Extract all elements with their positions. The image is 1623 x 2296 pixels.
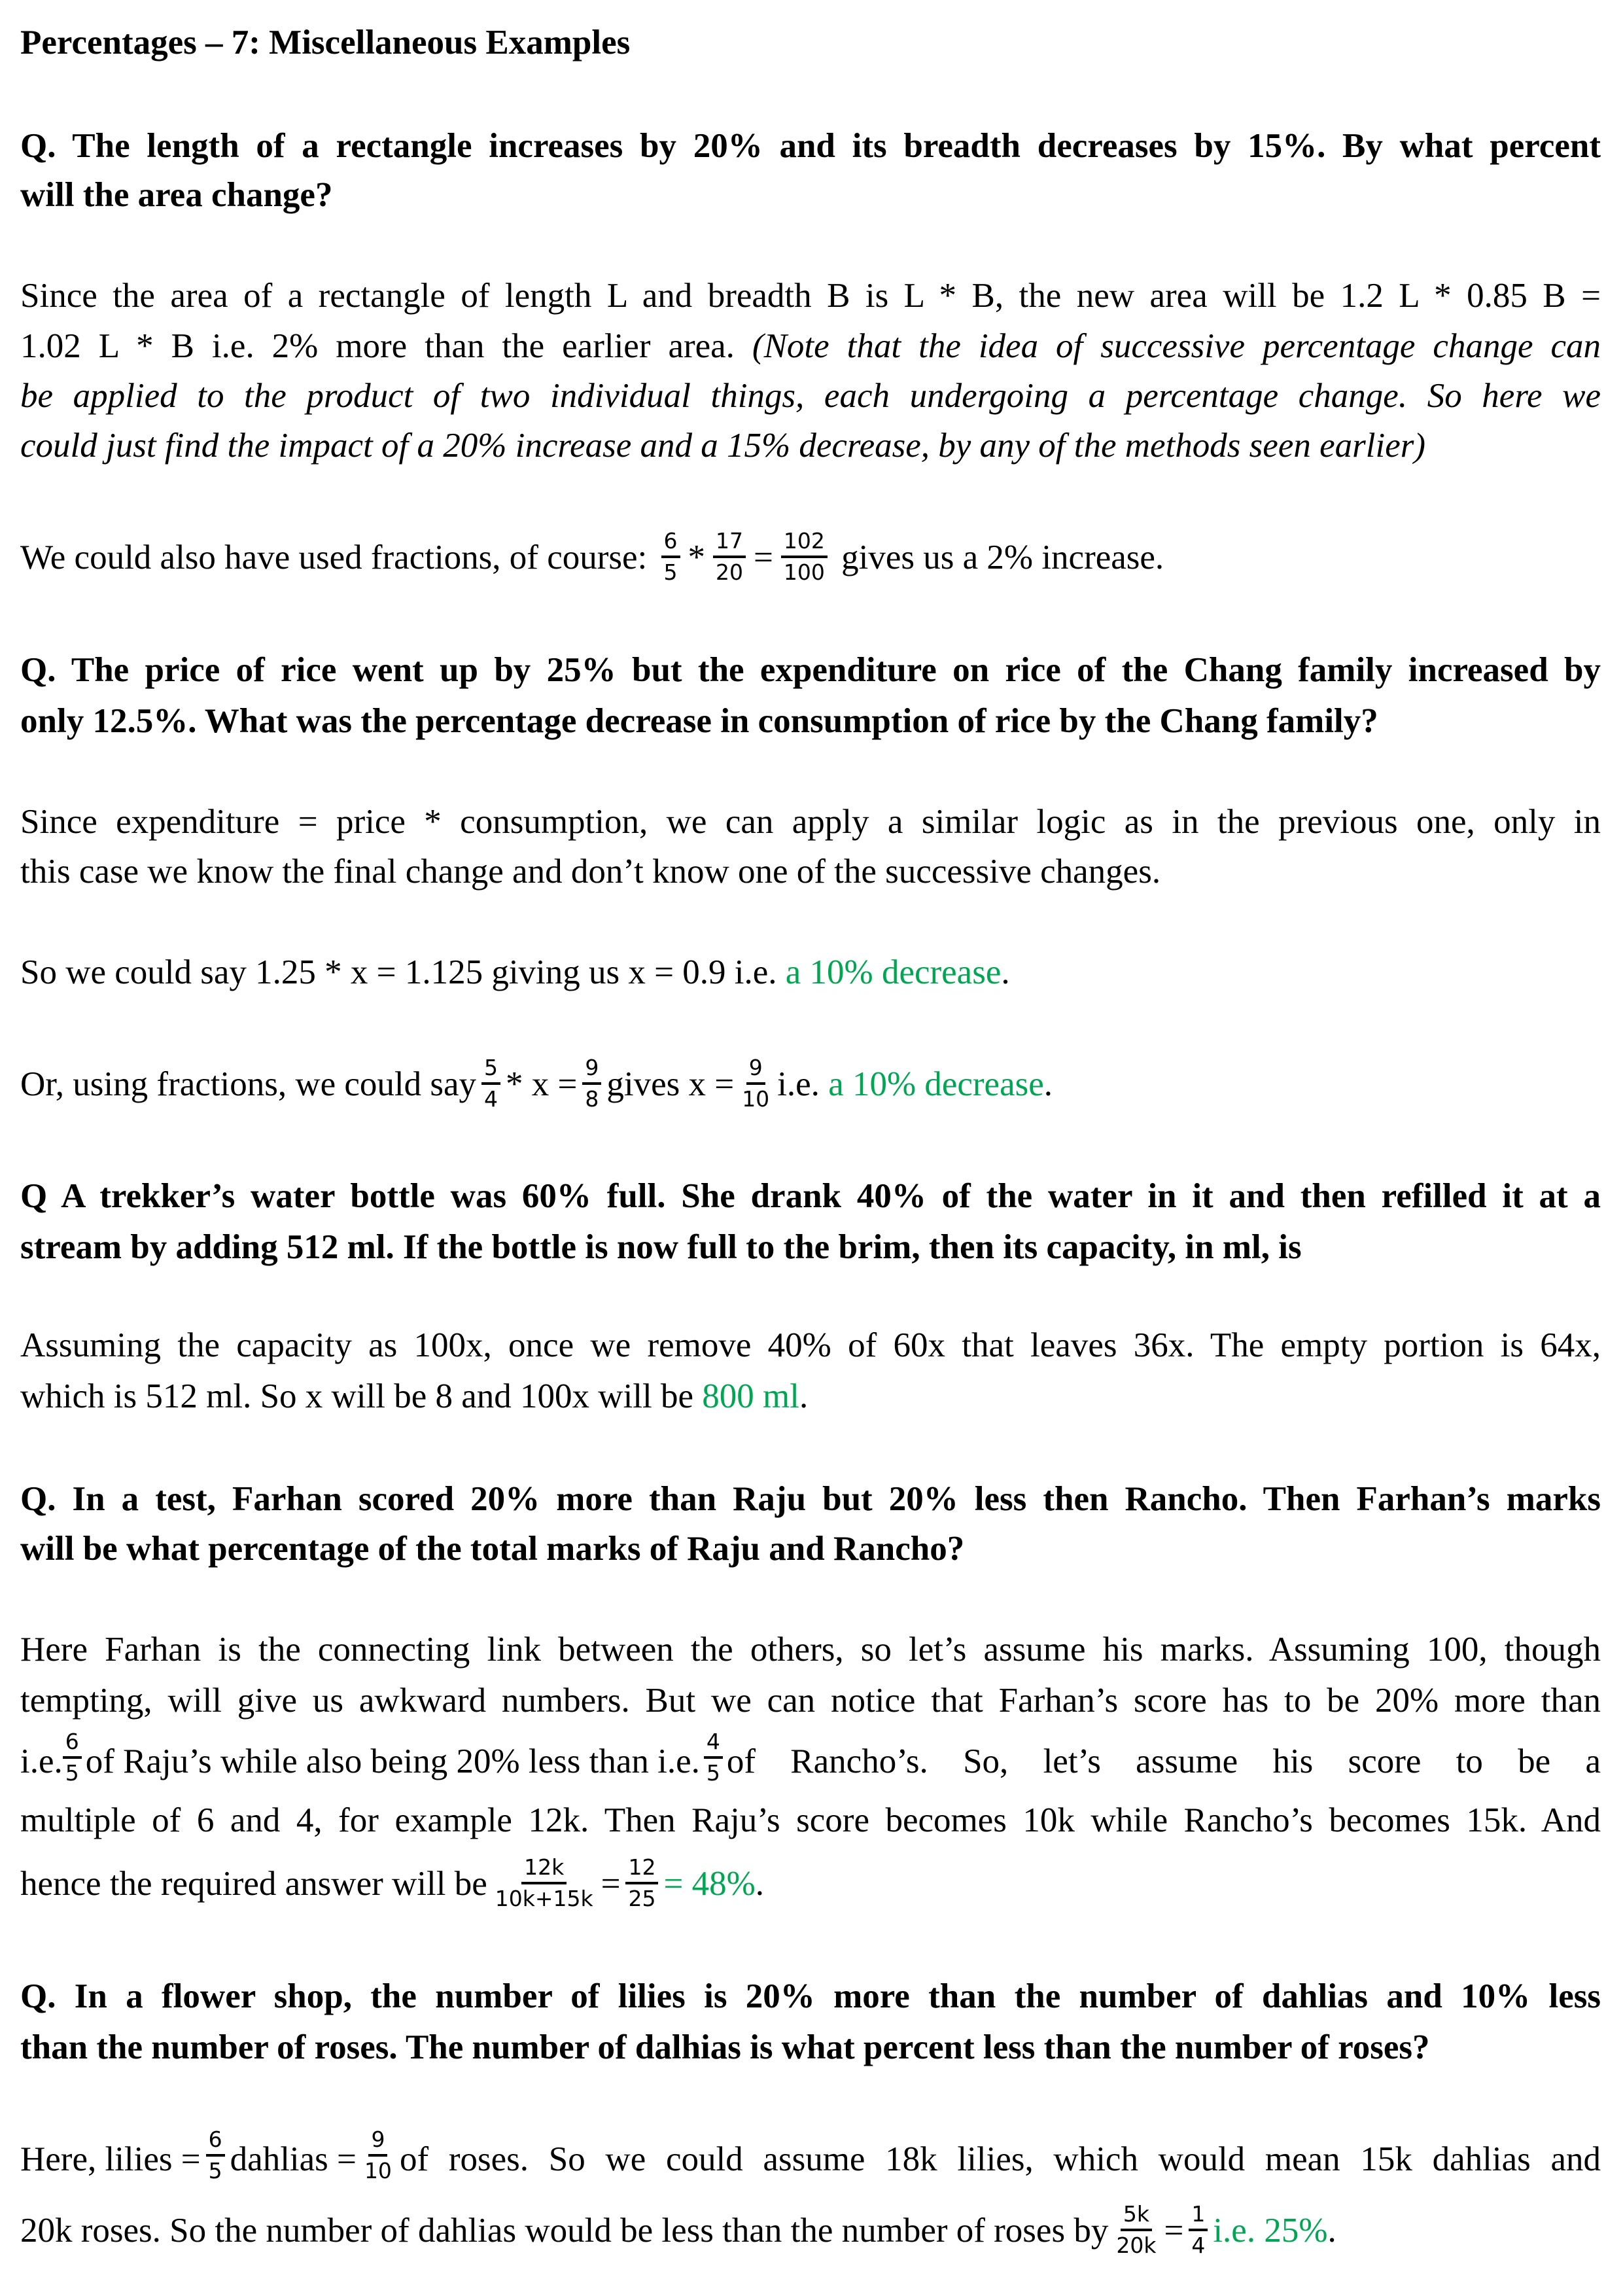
answer-3-result: 800 ml xyxy=(702,1377,799,1415)
question-3-line-1: Q A trekker’s water bottle was 60% full. She drank 40% of the water in it and then refilled it at a xyxy=(20,1177,1601,1215)
fraction-denominator: 4 xyxy=(1191,2233,1206,2258)
answer-4-result: = 48% xyxy=(663,1865,756,1903)
fraction-denominator: 10 xyxy=(364,2158,392,2183)
decimal-line-text: So we could say 1.25 * x = 1.125 giving us x = 0.9 i.e. xyxy=(20,953,777,991)
answer-1-note-start: (Note that the idea of successive percentage change can xyxy=(752,327,1601,365)
fraction-line-suffix: gives us a 2% increase. xyxy=(841,539,1164,577)
fraction-denominator: 5 xyxy=(208,2158,222,2183)
fraction-numerator: 6 xyxy=(661,528,680,558)
question-4-line-2: will be what percentage of the total marks of Raju and Rancho? xyxy=(20,1530,965,1568)
fraction-numerator: 102 xyxy=(781,528,828,558)
period: . xyxy=(1001,953,1010,991)
fraction-numerator: 5k xyxy=(1121,2201,1152,2231)
fraction-denominator: 25 xyxy=(628,1886,656,1911)
answer-1-note-line-2: be applied to the product of two individual things, each undergoing a percentage change. So here we xyxy=(20,377,1601,415)
line1-b: dahlias = xyxy=(230,2140,357,2178)
line1-a: Here, lilies = xyxy=(20,2140,201,2178)
answer-5-result: i.e. 25% xyxy=(1213,2212,1328,2250)
fraction-denominator: 10 xyxy=(742,1086,770,1112)
answer-3-text: which is 512 ml. So x will be 8 and 100x will be xyxy=(20,1377,694,1415)
fraction-numerator: 1 xyxy=(1189,2201,1208,2231)
line3-c: of Rancho’s. So, let’s assume his score to be a xyxy=(726,1742,1601,1780)
fraction-line-mid-1: * x = xyxy=(506,1065,578,1104)
fraction-6-5 xyxy=(206,2127,225,2184)
answer-4-line-3 xyxy=(20,1729,1601,1790)
answer-2-result: a 10% decrease xyxy=(785,953,1002,991)
fraction-9-10 xyxy=(362,2127,394,2184)
fraction-denominator: 8 xyxy=(585,1086,599,1112)
question-4-line-1: Q. In a test, Farhan scored 20% more than Raju but 20% less then Rancho. Then Farhan’s marks xyxy=(20,1480,1601,1518)
answer-4-line-1: Here Farhan is the connecting link between the others, so let’s assume his marks. Assuming 100, though xyxy=(20,1631,1601,1669)
fraction-5-4 xyxy=(481,1055,500,1112)
fraction-numerator: 5 xyxy=(481,1055,500,1085)
answer-1-line-2-text: 1.02 L * B i.e. 2% more than the earlier area. xyxy=(20,327,735,365)
line3-b: of Raju’s while also being 20% less than i.e. xyxy=(85,1742,700,1780)
answer-3-line-1: Assuming the capacity as 100x, once we remove 40% of 60x that leaves 36x. The empty portion is 64x, xyxy=(20,1326,1601,1364)
answer-2-decimal-line xyxy=(20,947,1601,997)
answer-4-line-4: multiple of 6 and 4, for example 12k. Then Raju’s score becomes 10k while Rancho’s becomes 15k. And xyxy=(20,1801,1601,1839)
fraction-denominator: 20 xyxy=(716,559,743,585)
fraction-numerator: 4 xyxy=(704,1729,723,1759)
equals-operator: = xyxy=(1164,2212,1184,2250)
fraction-denominator: 5 xyxy=(706,1760,720,1786)
fraction-4-5 xyxy=(704,1729,723,1786)
answer-2-line-1: Since expenditure = price * consumption, we can apply a similar logic as in the previous one, only in xyxy=(20,803,1601,841)
answer-4-line-2: tempting, will give us awkward numbers. But we can notice that Farhan’s score has to be 20% more than xyxy=(20,1682,1601,1720)
fraction-line-prefix: We could also have used fractions, of course: xyxy=(20,539,648,577)
answer-5-line-1 xyxy=(20,2127,1601,2188)
line5-prefix: hence the required answer will be xyxy=(20,1865,487,1903)
fraction-5k-20k xyxy=(1113,2201,1159,2259)
fraction-17-20 xyxy=(713,528,746,586)
page-title: Percentages – 7: Miscellaneous Examples xyxy=(20,24,631,62)
fraction-102-100 xyxy=(781,528,828,586)
fraction-numerator: 6 xyxy=(63,1729,82,1759)
period: . xyxy=(755,1865,765,1903)
fraction-denominator: 5 xyxy=(663,559,678,585)
answer-4-line-5 xyxy=(20,1854,1601,1916)
fraction-numerator: 17 xyxy=(713,528,746,558)
fraction-denominator: 10k+15k xyxy=(495,1886,593,1911)
line3-a: i.e. xyxy=(20,1742,63,1780)
question-5-line-1: Q. In a flower shop, the number of lilies is 20% more than the number of dahlias and 10% less xyxy=(20,1977,1601,2015)
fraction-line-mid-3: i.e. xyxy=(777,1065,820,1104)
fraction-numerator: 9 xyxy=(746,1055,765,1085)
answer-1-line-2 xyxy=(20,321,1601,371)
answer-2-result-fraction: a 10% decrease xyxy=(828,1065,1044,1104)
fraction-1-4 xyxy=(1189,2201,1208,2259)
fraction-9-10 xyxy=(739,1055,772,1112)
equals-operator: = xyxy=(601,1865,621,1903)
line1-c: of roses. So we could assume 18k lilies, which would mean 15k dahlias and xyxy=(399,2140,1601,2178)
fraction-denominator: 5 xyxy=(65,1760,79,1786)
question-1-line-1: Q. The length of a rectangle increases by 20% and its breadth decreases by 15%. By what percent xyxy=(20,127,1601,165)
fraction-6-5 xyxy=(661,528,680,586)
fraction-numerator: 12k xyxy=(521,1854,567,1884)
period: . xyxy=(1327,2212,1336,2250)
question-1-line-2: will the area change? xyxy=(20,176,333,214)
fraction-9-8 xyxy=(582,1055,601,1112)
period: . xyxy=(799,1377,809,1415)
multiply-operator: * xyxy=(688,539,705,577)
fraction-denominator: 4 xyxy=(484,1086,498,1112)
fraction-6-5 xyxy=(63,1729,82,1786)
fraction-numerator: 9 xyxy=(582,1055,601,1085)
fraction-numerator: 12 xyxy=(625,1854,658,1884)
period: . xyxy=(1043,1065,1053,1104)
answer-3-line-2 xyxy=(20,1371,1601,1421)
answer-1-line-1: Since the area of a rectangle of length L and breadth B is L * B, the new area will be 1.2 L * 0.85 B = xyxy=(20,277,1601,315)
answer-1-note-line-3: could just find the impact of a 20% increase and a 15% decrease, by any of the methods seen earlier) xyxy=(20,427,1426,465)
fraction-numerator: 6 xyxy=(206,2127,225,2157)
question-3-line-2: stream by adding 512 ml. If the bottle is now full to the brim, then its capacity, in ml, is xyxy=(20,1228,1302,1266)
answer-5-line-2 xyxy=(20,2201,1601,2263)
question-5-line-2: than the number of roses. The number of dalhias is what percent less than the number of roses? xyxy=(20,2028,1430,2066)
fraction-denominator: 100 xyxy=(783,559,825,585)
line2-prefix: 20k roses. So the number of dahlias would be less than the number of roses by xyxy=(20,2212,1109,2250)
fraction-12k-25k xyxy=(493,1854,596,1912)
answer-2-fraction-line xyxy=(20,1055,1601,1116)
answer-2-line-2: this case we know the final change and don’t know one of the successive changes. xyxy=(20,853,1161,891)
fraction-denominator: 20k xyxy=(1116,2233,1157,2258)
answer-1-fraction-line xyxy=(20,528,1601,590)
fraction-12-25 xyxy=(625,1854,658,1912)
question-2-line-2: only 12.5%. What was the percentage decrease in consumption of rice by the Chang family? xyxy=(20,702,1378,740)
equals-operator: = xyxy=(754,539,773,577)
question-2-line-1: Q. The price of rice went up by 25% but the expenditure on rice of the Chang family increased by xyxy=(20,651,1601,689)
fraction-line-mid-2: gives x = xyxy=(606,1065,735,1104)
fraction-line-prefix: Or, using fractions, we could say xyxy=(20,1065,477,1104)
fraction-numerator: 9 xyxy=(368,2127,387,2157)
